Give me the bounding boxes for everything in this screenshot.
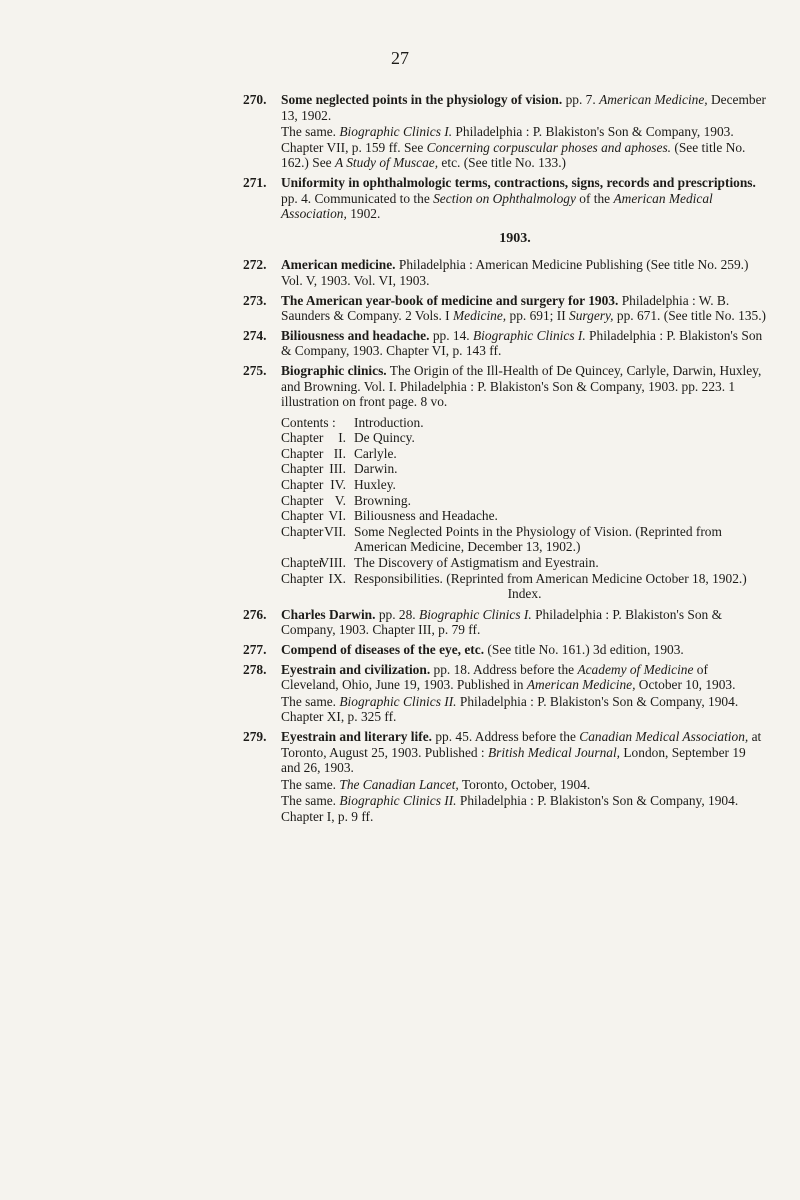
chapter-number: III. — [329, 461, 346, 477]
entry-text: Toronto, October, 1904. — [458, 776, 591, 792]
entry-number: 270. — [243, 92, 267, 107]
entry-text: (See title No. 162.) See — [281, 139, 746, 171]
entry-journal: The Canadian Lancet, — [339, 776, 459, 792]
entry-number: 272. — [243, 257, 267, 273]
entry-text: 1902. — [346, 206, 381, 222]
entry-volume: Surgery, — [569, 308, 614, 324]
entry-title: Uniformity in ophthalmologic terms, contractions, signs, records and prescriptions. — [281, 174, 756, 190]
year-heading: 1903. — [499, 230, 531, 246]
entry-text: The Origin of the Ill-Health of De Quincey, Carlyle, Darwin, Huxley, and Browning. Vol. I. Philadelphia : P. Blakiston's Son & Company, 1903. pp. 223. 1 illustration on front page. 8 vo. — [281, 362, 762, 410]
entry-crossref: A Study of Muscae, — [334, 155, 439, 171]
entry-text: Philadelphia : P. Blakiston's Son & Company, 1904. Chapter XI, p. 325 ff. — [281, 693, 739, 725]
chapter-label: Chapter — [281, 555, 324, 571]
entry-271 — [243, 174, 768, 222]
chapter-row — [281, 477, 768, 493]
chapter-title: The Discovery of Astigmatism and Eyestrain. — [354, 555, 599, 571]
entry-text: pp. 4. Communicated to the — [281, 190, 434, 206]
entry-book: Biographic Clinics I. — [473, 327, 586, 343]
entry-text: pp. 691; II — [506, 308, 570, 324]
entry-number: 278. — [243, 661, 267, 677]
entry-text: Philadelphia : American Medicine Publishing (See title No. 259.) Vol. V, 1903. Vol. VI, 1903. — [281, 257, 749, 288]
chapter-title: Browning. — [354, 492, 411, 508]
entry-title: Compend of diseases of the eye, etc. — [281, 642, 485, 657]
entry-reprint — [281, 694, 768, 725]
entry-270 — [243, 92, 768, 171]
entry-volume: Medicine, — [452, 308, 507, 324]
entry-text: pp. 45. Address before the — [432, 728, 580, 744]
chapter-row — [281, 430, 768, 446]
entry-273 — [243, 292, 768, 324]
entry-title: Eyestrain and literary life. — [281, 728, 432, 744]
entry-text: of the — [575, 190, 614, 206]
entry-272 — [243, 257, 768, 288]
chapter-number: VI. — [328, 508, 346, 524]
entry-text: Philadelphia : P. Blakiston's Son & Company, 1903. Chapter VI, p. 143 ff. — [281, 327, 763, 359]
chapter-number: V. — [334, 492, 346, 508]
entry-number: 275. — [243, 362, 267, 378]
chapter-title: De Quincy. — [354, 430, 415, 446]
entry-number: 279. — [243, 728, 267, 744]
entry-text: pp. 28. — [375, 606, 420, 622]
entry-organization: American Medical Association, — [281, 190, 713, 222]
chapter-label: Chapter — [281, 477, 324, 493]
entry-number: 277. — [243, 642, 267, 657]
entry-278 — [243, 661, 768, 725]
page-number: 27 — [391, 48, 409, 68]
entry-title: Eyestrain and civilization. — [281, 661, 431, 677]
entry-text: Philadelphia : P. Blakiston's Son & Company, 1903. Chapter VII, p. 159 ff. See — [281, 124, 734, 155]
entry-number: 276. — [243, 606, 267, 622]
entry-text: pp. 18. Address before the — [430, 661, 578, 677]
entry-title: Biographic clinics. — [281, 362, 387, 378]
chapter-title: Huxley. — [354, 477, 396, 493]
entry-title: The American year-book of medicine and surgery for 1903. — [281, 292, 619, 308]
entry-title: Some neglected points in the physiology of vision. — [281, 92, 563, 107]
entry-text: Philadelphia : P. Blakiston's Son & Company, 1904. Chapter I, p. 9 ff. — [281, 793, 739, 824]
contents-index: Index. — [507, 586, 542, 602]
entry-text: The same. — [281, 793, 340, 809]
entry-number: 271. — [243, 174, 267, 190]
entry-reprint — [281, 793, 768, 824]
chapter-row — [281, 524, 768, 555]
entry-title: American medicine. — [281, 257, 396, 273]
chapter-label: Chapter — [281, 523, 324, 539]
chapter-rows — [281, 430, 768, 586]
entry-text: pp. 671. (See title No. 135.) — [613, 308, 767, 324]
chapter-number: IX. — [328, 570, 346, 586]
chapter-label: Chapter — [281, 570, 324, 586]
chapter-row — [281, 555, 768, 571]
chapter-number: IV. — [330, 477, 346, 493]
entry-text: The same. — [281, 776, 340, 792]
chapter-row — [281, 571, 768, 587]
chapter-number: VIII. — [319, 555, 346, 571]
entry-organization: Canadian Medical Association, — [579, 728, 749, 744]
entry-organization: Academy of Medicine — [577, 661, 694, 677]
chapter-number: II. — [333, 445, 346, 461]
entry-reprint — [281, 124, 768, 171]
chapter-label: Chapter — [281, 430, 324, 446]
chapter-title: Darwin. — [354, 461, 398, 477]
entry-journal: American Medicine, — [599, 92, 708, 107]
entry-text: Philadelphia : W. B. Saunders & Company. 2 Vols. I — [281, 292, 730, 324]
entry-book: Biographic Clinics I. — [419, 606, 532, 622]
chapter-title: Some Neglected Points in the Physiology of Vision. (Reprinted from American Medicine, December 13, 1902.) — [354, 523, 722, 555]
entry-number: 273. — [243, 292, 267, 308]
entry-journal: American Medicine, — [526, 677, 636, 693]
entry-section: Section on Ophthalmology — [433, 190, 576, 206]
chapter-label: Chapter — [281, 461, 324, 477]
contents-list — [281, 415, 768, 602]
chapter-row — [281, 446, 768, 462]
entry-276 — [243, 606, 768, 638]
entry-book: Biographic Clinics II. — [339, 793, 457, 809]
entry-book: Biographic Clinics I. — [339, 124, 453, 140]
entry-journal: British Medical Journal, — [488, 744, 621, 760]
entry-text: Philadelphia : P. Blakiston's Son & Company, 1903. Chapter III, p. 79 ff. — [281, 606, 722, 638]
entry-reprint — [281, 777, 768, 793]
chapter-title: Responsibilities. (Reprinted from American Medicine October 18, 1902.) — [354, 570, 747, 586]
entry-279 — [243, 728, 768, 825]
chapter-number: I. — [338, 430, 346, 446]
chapter-label: Chapter — [281, 508, 324, 524]
entry-title: Charles Darwin. — [281, 606, 376, 622]
entry-text: October 10, 1903. — [635, 677, 736, 693]
entry-text: pp. 14. — [429, 327, 473, 343]
entry-crossref: Concerning corpuscular phoses and aphoses. — [426, 139, 672, 155]
entry-text: December 13, 1902. — [281, 92, 767, 123]
contents-heading-row — [281, 415, 768, 431]
entry-title: Biliousness and headache. — [281, 327, 430, 343]
entry-text: pp. 7. — [562, 92, 596, 107]
chapter-label: Chapter — [281, 492, 324, 508]
entry-number: 274. — [243, 327, 267, 343]
chapter-row — [281, 461, 768, 477]
entry-277 — [243, 642, 768, 658]
contents-intro: Introduction. — [354, 414, 424, 430]
entry-text: etc. (See title No. 133.) — [438, 155, 566, 171]
chapter-title: Biliousness and Headache. — [354, 508, 498, 524]
chapter-title: Carlyle. — [354, 445, 397, 461]
entry-275 — [243, 362, 768, 602]
entry-text: The same. — [281, 124, 340, 140]
chapter-row — [281, 493, 768, 509]
entry-text: The same. — [281, 693, 340, 709]
contents-heading: Contents : — [281, 414, 336, 430]
entry-text: (See title No. 161.) 3d edition, 1903. — [484, 642, 684, 657]
chapter-row — [281, 508, 768, 524]
entry-text: of Cleveland, Ohio, June 19, 1903. Published in — [281, 661, 708, 693]
chapter-label: Chapter — [281, 445, 324, 461]
entry-text: at Toronto, August 25, 1903. Published : — [281, 728, 762, 760]
entry-274 — [243, 327, 768, 359]
entry-text: London, September 19 and 26, 1903. — [281, 744, 746, 776]
entry-book: Biographic Clinics II. — [339, 693, 457, 709]
chapter-number: VII. — [324, 523, 346, 539]
bibliography-list — [243, 92, 768, 829]
